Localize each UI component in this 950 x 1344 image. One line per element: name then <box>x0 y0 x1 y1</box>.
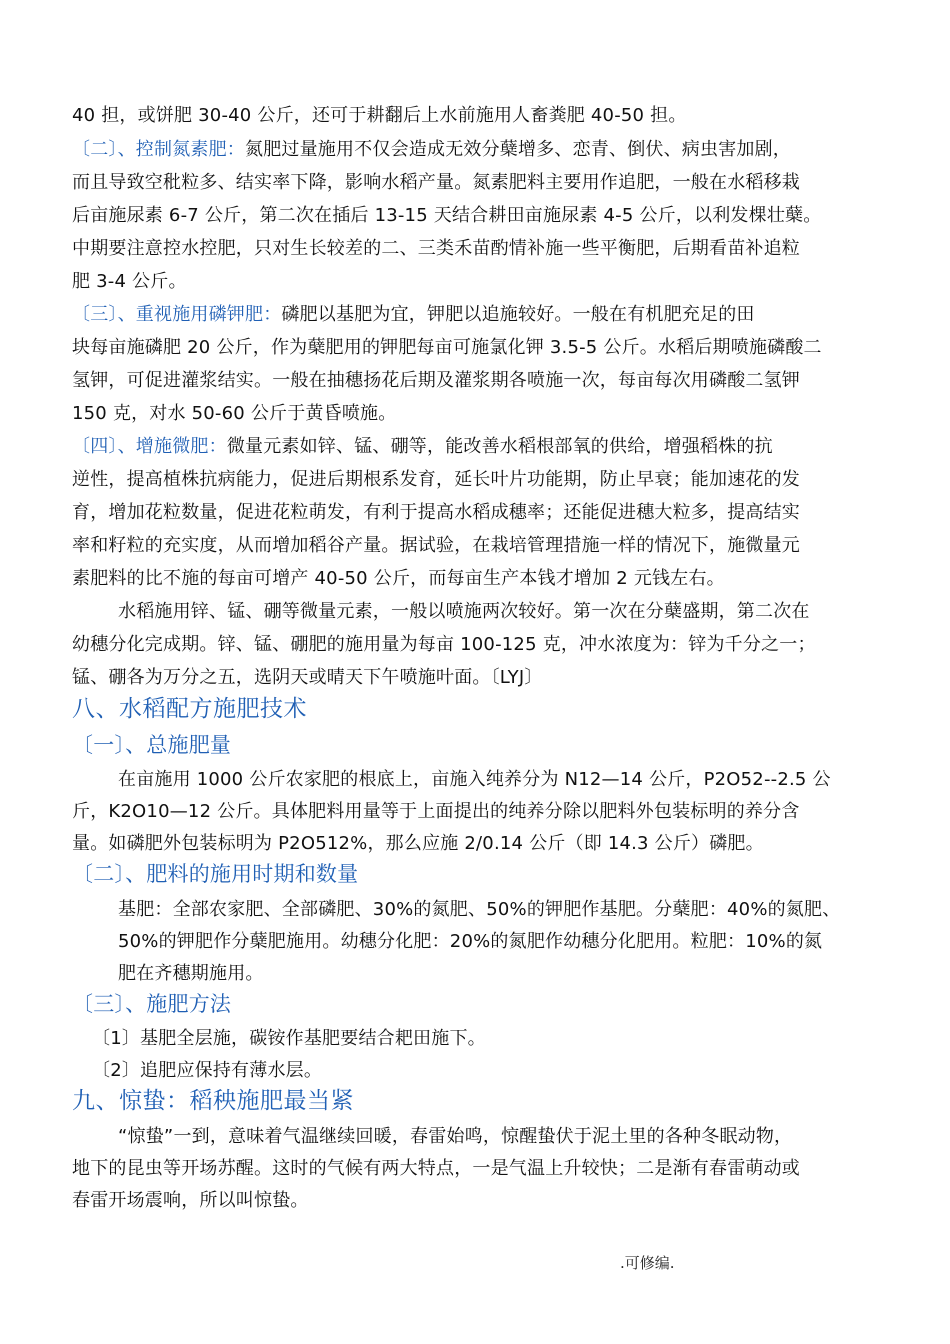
paragraph-line: 后亩施尿素 6-7 公斤，第二次在插后 13-15 天结合耕田亩施尿素 4-5 公斤，以利发棵壮蘖。 <box>72 205 822 226</box>
paragraph-line <box>72 435 773 459</box>
paragraph-line: 春雷开场震响，所以叫惊蛰。 <box>72 1190 309 1211</box>
paragraph-line: 基肥：全部农家肥、全部磷肥、30%的氮肥、50%的钾肥作基肥。分蘖肥：40%的氮肥、 <box>118 899 841 920</box>
list-item: 〔2〕追肥应保持有薄水层。 <box>92 1060 323 1081</box>
paragraph-line: 率和籽粒的充实度，从而增加稻谷产量。据试验，在栽培管理措施一样的情况下，施微量元 <box>72 535 800 556</box>
subheading-total-fertilizer: 〔一〕、总施肥量 <box>72 733 232 757</box>
paragraph-line: 育，增加花粒数量，促进花粒萌发，有利于提高水稻成穗率；还能促进穗大粒多，提高结实 <box>72 502 800 523</box>
paragraph-line <box>72 303 755 327</box>
paragraph-line: 氢钾，可促进灌浆结实。一般在抽穗扬花后期及灌浆期各喷施一次，每亩每次用磷酸二氢钾 <box>72 370 800 391</box>
paragraph-line: 水稻施用锌、锰、硼等微量元素，一般以喷施两次较好。第一次在分蘖盛期，第二次在 <box>118 601 810 622</box>
paragraph-text: 微量元素如锌、锰、硼等，能改善水稻根部氧的供给，增强稻株的抗 <box>226 436 773 457</box>
paragraph-line: 肥在齐穗期施用。 <box>118 963 264 984</box>
paragraph-line: 肥 3-4 公斤。 <box>72 271 187 292</box>
paragraph-text: 磷肥以基肥为宜，钾肥以追施较好。一般在有机肥充足的田 <box>281 304 755 325</box>
paragraph-line: 量。如磷肥外包装标明为 P2O512%，那么应施 2/0.14 公斤（即 14.3 公斤）磷肥。 <box>72 833 764 854</box>
paragraph-line: 在亩施用 1000 公斤农家肥的根底上，亩施入纯养分为 N12—14 公斤，P2O52--2.5 公 <box>118 769 831 790</box>
section-label-phosphorus-potassium: 〔三〕、重视施用磷钾肥： <box>72 304 282 325</box>
footer-note: .可修编. <box>620 1254 675 1272</box>
paragraph-text: 氮肥过量施用不仅会造成无效分蘖增多、恋青、倒伏、病虫害加剧， <box>245 139 791 160</box>
paragraph-line: 50%的钾肥作分蘖肥施用。幼穗分化肥：20%的氮肥作幼穗分化肥用。粒肥：10%的氮 <box>118 931 823 952</box>
paragraph-line: 斤，K2O10—12 公斤。具体肥料用量等于上面提出的纯养分除以肥料外包装标明的养分含 <box>72 801 800 822</box>
paragraph-line: “惊蛰”一到，意味着气温继续回暖，春雷始鸣，惊醒蛰伏于泥土里的各种冬眠动物， <box>118 1126 793 1147</box>
paragraph-line: 锰、硼各为万分之五，选阴天或晴天下午喷施叶面。〔LYJ〕 <box>72 667 543 688</box>
heading-section-9: 九、惊蛰：稻秧施肥最当紧 <box>72 1088 354 1114</box>
paragraph-line: 中期要注意控水控肥，只对生长较差的二、三类禾苗酌情补施一些平衡肥，后期看苗补追粒 <box>72 238 800 259</box>
paragraph-line: 40 担，或饼肥 30-40 公斤，还可于耕翻后上水前施用人畜粪肥 40-50 担。 <box>72 105 687 126</box>
paragraph-line: 而且导致空秕粒多、结实率下降，影响水稻产量。氮素肥料主要用作追肥，一般在水稻移栽 <box>72 172 800 193</box>
paragraph-line: 逆性，提高植株抗病能力，促进后期根系发育，延长叶片功能期，防止早衰；能加速花的发 <box>72 469 800 490</box>
paragraph-line: 地下的昆虫等开场苏醒。这时的气候有两大特点，一是气温上升较快；二是渐有春雷萌动或 <box>72 1158 800 1179</box>
section-label-control-nitrogen: 〔二〕、控制氮素肥： <box>72 139 245 160</box>
section-label-micro-fertilizer: 〔四〕、增施微肥： <box>72 436 227 457</box>
paragraph-line <box>72 138 791 162</box>
list-item: 〔1〕基肥全层施，碳铵作基肥要结合耙田施下。 <box>92 1028 486 1049</box>
paragraph-line: 150 克，对水 50-60 公斤于黄昏喷施。 <box>72 403 397 424</box>
paragraph-line: 块每亩施磷肥 20 公斤，作为蘖肥用的钾肥每亩可施氯化钾 3.5-5 公斤。水稻后期喷施磷酸二 <box>72 337 822 358</box>
heading-section-8: 八、水稻配方施肥技术 <box>72 696 307 722</box>
subheading-timing-quantity: 〔二〕、肥料的施用时期和数量 <box>72 862 359 886</box>
paragraph-line: 幼穗分化完成期。锌、锰、硼肥的施用量为每亩 100-125 克，冲水浓度为：锌为千分之一； <box>72 634 816 655</box>
paragraph-line: 素肥料的比不施的每亩可增产 40-50 公斤，而每亩生产本钱才增加 2 元钱左右。 <box>72 568 725 589</box>
subheading-method: 〔三〕、施肥方法 <box>72 992 232 1016</box>
